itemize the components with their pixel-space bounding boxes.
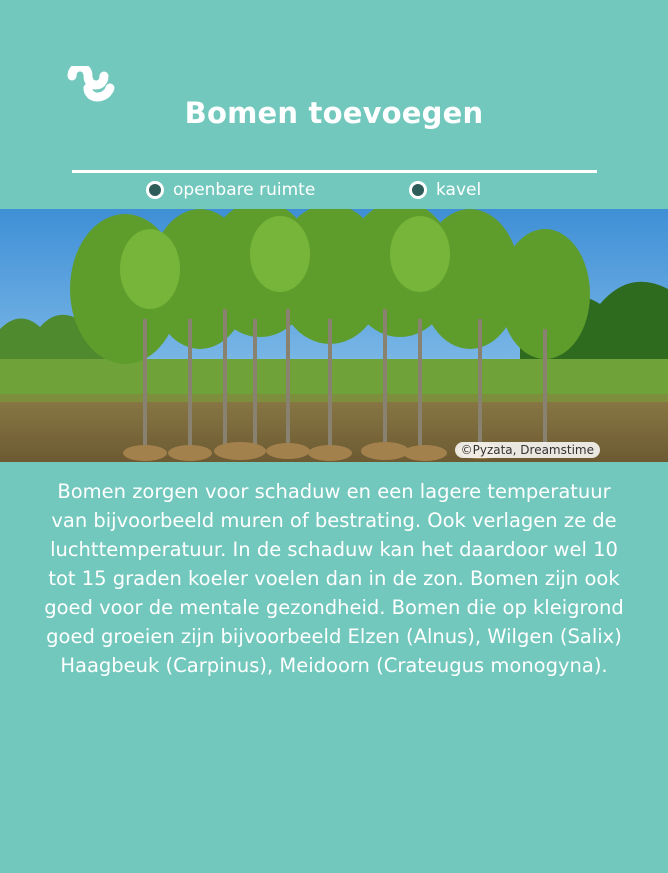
- option-openbare-ruimte[interactable]: [146, 180, 315, 200]
- option-kavel[interactable]: [409, 180, 481, 200]
- radio-dot-icon: [146, 181, 164, 199]
- option-label: kavel: [436, 180, 482, 200]
- page-title: Bomen toevoegen: [184, 96, 484, 130]
- tree-photo: [0, 209, 668, 462]
- radio-dot-icon: [409, 181, 427, 199]
- photo-credit: ©Pyzata, Dreamstime: [455, 442, 600, 458]
- option-label: openbare ruimte: [173, 180, 316, 200]
- description-text: Bomen zorgen voor schaduw en een lagere temperatuur van bijvoorbeeld muren of bestrating. Ook verlagen ze de luchttemperatuur. In de schaduw kan het daardoor wel 10 tot 15 graden koeler voelen dan in de zon. Bomen zijn ook goed voor de mentale gezondheid. Bomen die op kleigrond goed groeien zijn bijvoorbeeld Elzen (Alnus), Wilgen (Salix) Haagbeuk (Carpinus), Meidoorn (Crateugus monogyna).: [44, 480, 624, 677]
- divider: [72, 170, 597, 173]
